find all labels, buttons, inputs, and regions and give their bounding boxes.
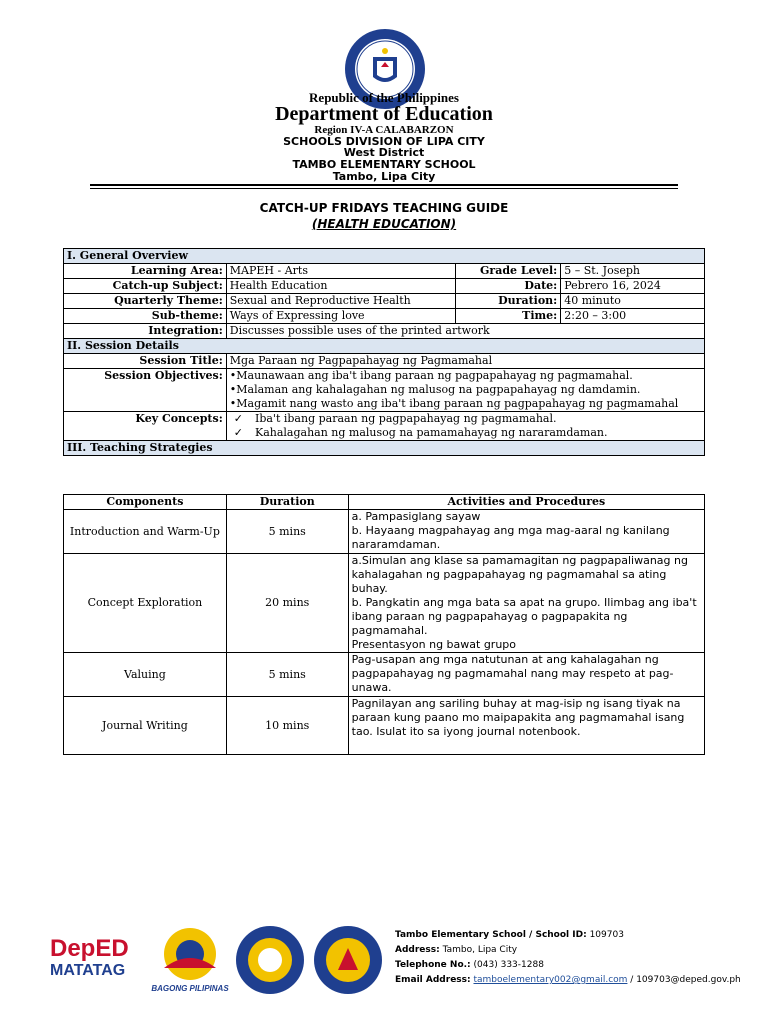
activity-line: b. Pangkatin ang mga bata sa apat na grupo. Ilimbag ang iba't ibang paraan ng pagpapahayag o pagpapakita ng pagmamahal. bbox=[351, 596, 697, 637]
bagong-pilipinas-label: BAGONG PILIPINAS bbox=[151, 984, 229, 993]
document-subtitle: (HEALTH EDUCATION) bbox=[311, 217, 457, 231]
school-id-value: 109703 bbox=[589, 930, 624, 940]
header-divider bbox=[90, 184, 678, 186]
activities-cell bbox=[348, 554, 704, 653]
overview-table bbox=[63, 248, 705, 456]
district-label: West District bbox=[343, 146, 425, 159]
footer-contact bbox=[395, 928, 741, 988]
integration-value: Discusses possible uses of the printed artwork bbox=[226, 324, 704, 339]
col-header-components: Components bbox=[64, 495, 227, 510]
school-id-label: Tambo Elementary School / School ID: bbox=[395, 930, 587, 940]
session-objectives-label: Session Objectives: bbox=[64, 369, 227, 412]
duration-value: 40 minuto bbox=[561, 294, 705, 309]
session-objectives-value bbox=[226, 369, 704, 412]
email-label: Email Address: bbox=[395, 975, 471, 985]
subject-label: Catch-up Subject: bbox=[64, 279, 227, 294]
activity-line: a. Pampasiglang sayaw bbox=[351, 510, 481, 523]
theme-value: Sexual and Reproductive Health bbox=[226, 294, 456, 309]
activities-cell bbox=[348, 510, 704, 554]
activity-line: b. Hayaang magpahayag ang mga mag-aaral ng kanilang nararamdaman. bbox=[351, 524, 670, 551]
grade-level-value: 5 – St. Joseph bbox=[561, 264, 705, 279]
col-header-activities: Activities and Procedures bbox=[348, 495, 704, 510]
objective-item: •Malaman ang kahalagahan ng malusog na pagpapahayag ng damdamin. bbox=[229, 383, 641, 396]
school-seal-icon bbox=[312, 924, 384, 996]
activities-cell bbox=[348, 653, 704, 697]
key-concepts-label: Key Concepts: bbox=[64, 412, 227, 441]
section-teaching-strategies: III. Teaching Strategies bbox=[64, 441, 705, 456]
email-secondary: 109703@deped.gov.ph bbox=[636, 975, 741, 985]
address-label: Address: bbox=[395, 945, 440, 955]
document-title: CATCH-UP FRIDAYS TEACHING GUIDE bbox=[259, 201, 509, 215]
key-concept-item: ✓ Kahalagahan ng malusog na pamamahayag ng nararamdaman. bbox=[234, 426, 701, 440]
component-cell: Journal Writing bbox=[64, 697, 227, 755]
table-row bbox=[64, 510, 705, 554]
grade-level-label: Grade Level: bbox=[456, 264, 561, 279]
duration-cell: 5 mins bbox=[226, 510, 348, 554]
objective-item: •Maunawaan ang iba't ibang paraan ng pagpapahayag ng pagmamahal. bbox=[229, 369, 633, 382]
deped-matatag-logo bbox=[50, 936, 140, 994]
col-header-duration: Duration bbox=[226, 495, 348, 510]
subtheme-value: Ways of Expressing love bbox=[226, 309, 456, 324]
activity-line: Pag-usapan ang mga natutunan at ang kahalagahan ng pagpapahayag ng pagmamahal nang may respeto at pag-unawa. bbox=[351, 653, 674, 694]
location-label: Tambo, Lipa City bbox=[332, 170, 436, 183]
activity-line: Presentasyon ng bawat grupo bbox=[351, 638, 517, 651]
key-concept-item: ✓ Iba't ibang paraan ng pagpapahayag ng pagmamahal. bbox=[234, 412, 701, 426]
republic-label: Republic of the Philippines bbox=[309, 90, 459, 105]
region-label: Region IV-A CALABARZON bbox=[314, 124, 454, 136]
table-row bbox=[64, 554, 705, 653]
deped-logo-text: DepED bbox=[50, 935, 129, 962]
time-label: Time: bbox=[456, 309, 561, 324]
phone-value: (043) 333-1288 bbox=[473, 960, 544, 970]
date-label: Date: bbox=[456, 279, 561, 294]
learning-area-value: MAPEH - Arts bbox=[226, 264, 456, 279]
component-cell: Concept Exploration bbox=[64, 554, 227, 653]
footer bbox=[0, 918, 768, 998]
table-row bbox=[64, 653, 705, 697]
email-link[interactable]: tamboelementary002@gmail.com bbox=[473, 975, 628, 985]
division-seal-icon bbox=[234, 924, 306, 996]
activities-cell bbox=[348, 697, 704, 755]
school-label: TAMBO ELEMENTARY SCHOOL bbox=[292, 158, 476, 171]
bagong-pilipinas-icon bbox=[150, 924, 230, 986]
activity-line: Pagnilayan ang sariling buhay at mag-isip ng isang tiyak na paraan kung paano mo maipapakita ang pagmamahal isang tao. Isulat ito sa iyong journal notenbook. bbox=[351, 697, 685, 738]
matatag-logo-text: MATATAG bbox=[50, 962, 126, 979]
key-concepts-value bbox=[226, 412, 704, 441]
component-cell: Introduction and Warm-Up bbox=[64, 510, 227, 554]
header-divider-thin bbox=[90, 188, 678, 189]
objective-item: •Magamit nang wasto ang iba't ibang paraan ng pagpapahayag ng pagmamahal bbox=[229, 397, 679, 410]
theme-label: Quarterly Theme: bbox=[64, 294, 227, 309]
duration-label: Duration: bbox=[456, 294, 561, 309]
subject-value: Health Education bbox=[226, 279, 456, 294]
integration-label: Integration: bbox=[64, 324, 227, 339]
table-row bbox=[64, 697, 705, 755]
session-title-value: Mga Paraan ng Pagpapahayag ng Pagmamahal bbox=[226, 354, 704, 369]
learning-area-label: Learning Area: bbox=[64, 264, 227, 279]
activity-line: a.Simulan ang klase sa pamamagitan ng pagpapaliwanag ng kahalagahan ng pagpapahayag ng pagmamahal sa ating buhay. bbox=[351, 554, 688, 595]
department-title: Department of Education bbox=[275, 103, 493, 125]
date-value: Pebrero 16, 2024 bbox=[561, 279, 705, 294]
subtheme-label: Sub-theme: bbox=[64, 309, 227, 324]
phone-label: Telephone No.: bbox=[395, 960, 471, 970]
email-separator: / bbox=[627, 975, 637, 985]
section-general-overview: I. General Overview bbox=[64, 249, 705, 264]
section-session-details: II. Session Details bbox=[64, 339, 705, 354]
duration-cell: 20 mins bbox=[226, 554, 348, 653]
time-value: 2:20 – 3:00 bbox=[561, 309, 705, 324]
component-cell: Valuing bbox=[64, 653, 227, 697]
address-value: Tambo, Lipa City bbox=[442, 945, 518, 955]
strategies-table bbox=[63, 494, 705, 755]
session-title-label: Session Title: bbox=[64, 354, 227, 369]
duration-cell: 5 mins bbox=[226, 653, 348, 697]
duration-cell: 10 mins bbox=[226, 697, 348, 755]
division-label: SCHOOLS DIVISION OF LIPA CITY bbox=[283, 135, 485, 148]
